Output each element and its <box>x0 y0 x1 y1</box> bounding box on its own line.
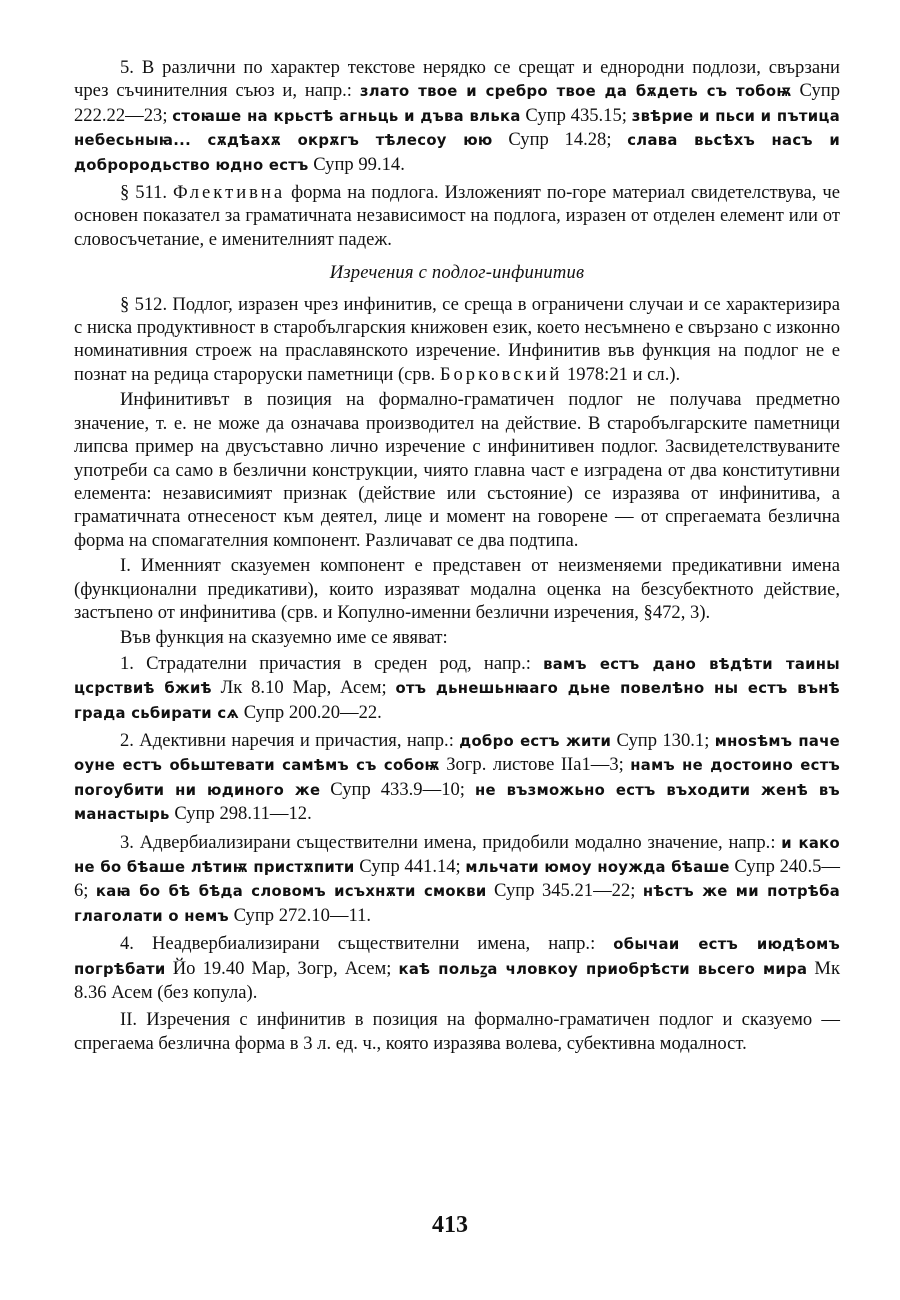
old-bulgarian-example: добро естъ жити <box>459 732 612 750</box>
text-run: Супр 433.9—10; <box>320 778 475 800</box>
paragraph-subtype-two <box>74 1008 840 1055</box>
old-bulgarian-example: злато твое и сребро твое да бѫдеть съ тобоѭ <box>359 83 792 101</box>
old-bulgarian-example: отъ дьнешьнꙗаго дьне повелѣно ны естъ вънѣ града сьбирати сѧ <box>74 680 840 722</box>
page-body <box>74 56 840 1059</box>
text-run: 3. Адвербиализирани съществителни имена, придобили модално значение, напр.: <box>120 831 782 853</box>
text-run: 5. В различни по характер текстове нерядко се срещат и еднородни подлози, свързани чрез съчинителния съюз и, напр.: <box>74 57 840 102</box>
old-bulgarian-example: вамъ естъ дано вѣдѣти таины цсрствиѣ бжиѣ <box>74 655 840 698</box>
old-bulgarian-example: слава вьсѣхъ насъ и доброродьство юдно естъ <box>74 132 841 174</box>
text-run: Супр 130.1; <box>611 729 715 751</box>
old-bulgarian-example: каѣ польꙁа чловкоу приобрѣсти вьсего мира <box>398 960 808 978</box>
text-run: § 512. Подлог, изразен чрез инфинитив, се среща в ограничени случаи и се характеризира с ниска продуктивност в старобългарския книжовен език, което несъмнено е свързано с изконно номинативния строеж на праславянското изречение. Инфинитив във функция на подлог не е познат на редица староруски паметници (срв. <box>74 293 840 385</box>
text-run: Супр 272.10—11. <box>228 904 372 926</box>
old-bulgarian-example: обычаи естъ июдѣомъ погрѣбати <box>74 936 840 978</box>
spaced-term: Борковский <box>439 363 563 385</box>
old-bulgarian-example: мльчати юмоу ноужда бѣаше <box>465 859 730 876</box>
text-run: § 511. <box>120 182 173 204</box>
text-run: Мк 8.36 Асем (без копула). <box>74 957 840 1004</box>
text-run: Супр 345.21—22; <box>486 880 643 902</box>
old-bulgarian-example: звѣрие и пьси и пътица небесьныꙗ... сѫдѣахѫ окрѫгъ тѣлесоу юю <box>74 107 840 150</box>
text-run: Зогр. листове IIa1—3; <box>439 754 631 776</box>
spaced-term: Флективна <box>173 182 286 204</box>
text-run: Супр 298.11—12. <box>169 803 312 825</box>
text-run: форма на подлога. Изложеният по-горе материал свидетелствува, че основен показател за граматичната независимост на подлога, изразен от отделен елемент или от словосъчетание, е именителният падеж. <box>74 182 840 250</box>
text-run: Във функция на сказуемно име се явяват: <box>120 627 448 649</box>
text-run: 1978:21 и сл.). <box>562 363 681 385</box>
paragraph-predicate-names-intro <box>74 626 840 649</box>
paragraph-item-1 <box>74 652 840 725</box>
paragraph-subtype-one <box>74 554 840 624</box>
text-run: II. Изречения с инфинитив в позиция на формално-граматичен подлог и сказуемо — спрегаема безлична форма в 3 л. ед. ч., която изразява волева, субективна модалност. <box>74 1009 840 1054</box>
paragraph-item-2 <box>74 729 840 827</box>
text-run: Лк 8.10 Мар, Асем; <box>211 677 396 699</box>
text-run: Йо 19.40 Мар, Зогр, Асем; <box>165 957 399 979</box>
paragraph-homogeneous-subjects <box>74 56 840 177</box>
text-run: I. Именният сказуемен компонент е представен от неизменяеми предикативни имена (функционални предикативи), които изразяват модална оценка на безсубектното действие, застъпено от инфинитива (срв. и Копулно-именни безлични изречения, §472, 3). <box>74 555 840 623</box>
page-number: 413 <box>432 1212 468 1238</box>
old-bulgarian-example: намъ не достоино естъ погоубити ни юдиного же <box>74 757 840 799</box>
old-bulgarian-example: каꙗ бо бѣ бѣда словомъ исъхнѫти смокви <box>95 883 487 901</box>
paragraph-item-4 <box>74 932 840 1004</box>
text-run: Супр 441.14; <box>354 856 466 877</box>
text-run: 2. Адективни наречия и причастия, напр.: <box>120 729 460 751</box>
old-bulgarian-example: мноѕѣмъ паче оуне естъ обьштевати самѣмъ съ собоѭ <box>74 732 841 775</box>
text-run: Супр 200.20—22. <box>239 701 382 723</box>
text-run: Супр 240.5—6; <box>74 856 840 902</box>
text-run: Супр 14.28; <box>492 129 628 151</box>
paragraph-section-511 <box>74 181 840 251</box>
old-bulgarian-example: стоꙗше на крьстѣ агньць и дъва влька <box>172 107 521 125</box>
old-bulgarian-example: и како не бо бѣаше лѣтиѭ пристѫпити <box>74 834 840 876</box>
paragraph-infinitive-position <box>74 388 840 552</box>
text-run: Супр 99.14. <box>308 153 405 175</box>
paragraph-item-3 <box>74 831 840 929</box>
text-run: 1. Страдателни причастия в среден род, напр.: <box>120 652 544 674</box>
old-bulgarian-example: нѣстъ же ми потрѣба глаголати о немъ <box>74 883 840 925</box>
paragraph-section-512 <box>74 293 840 387</box>
text-run: Инфинитивът в позиция на формално-граматичен подлог не получава предметно значение, т. е. не може да означава производител на действие. В старобългарските паметници липсва пример на двусъставно лично изречение с инфинитивен подлог. Засвидетелствуваните употреби са само в безлични конструкции, чиято главна част е изградена от два конститутивни елемента: независимият признак (действие или състояние) се изразява от инфинитива, а граматичната отнесеност към деятел, лице и момент на говорене — от спрегаемата безлична форма на спомагателния компонент. Различават се два подтипа. <box>74 389 840 551</box>
section-heading: Изречения с подлог-инфинитив <box>329 262 585 284</box>
text-run: Супр 435.15; <box>520 104 632 126</box>
text-run: Супр 222.22—23; <box>74 80 840 126</box>
text-run: 4. Неадвербиализирани съществителни имена, напр.: <box>120 933 614 955</box>
old-bulgarian-example: не възможьно естъ въходити женѣ въ манастырь <box>74 781 840 824</box>
